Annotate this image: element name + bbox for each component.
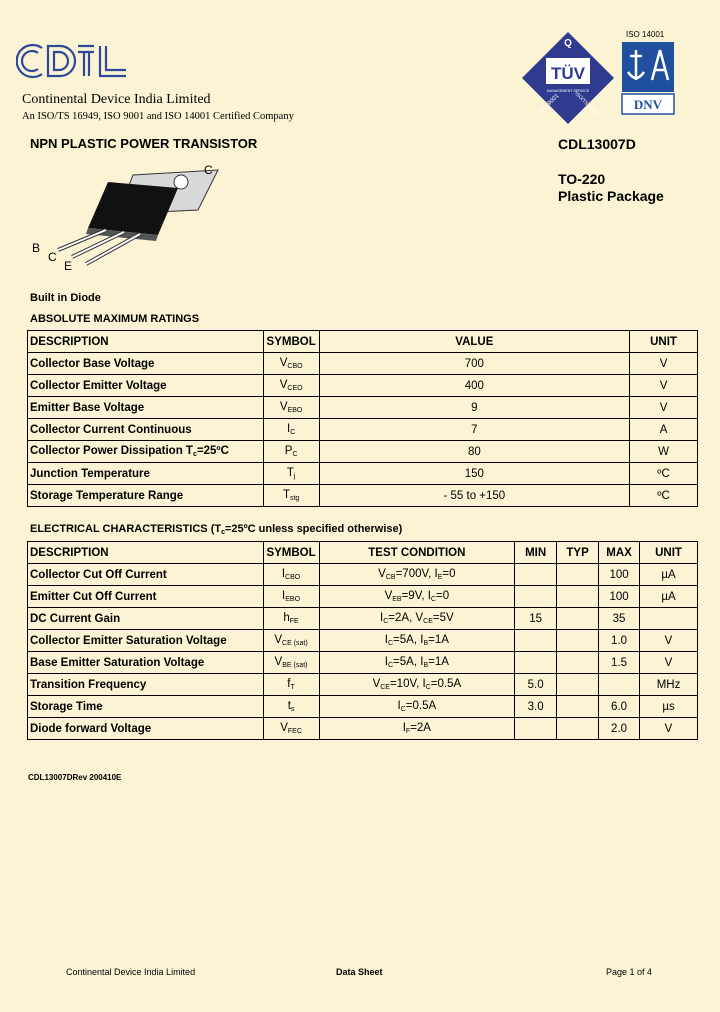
column-header: UNIT — [630, 331, 698, 353]
symbol-subscript: CBO — [285, 574, 301, 581]
column-header: MAX — [599, 542, 640, 564]
column-header: TYP — [557, 542, 599, 564]
table-row — [28, 608, 698, 630]
symbol-subscript: EBO — [285, 596, 301, 603]
symbol-cell — [263, 652, 319, 674]
revision-code: CDL13007DRev 200410E — [28, 773, 122, 782]
unit-cell: V — [640, 718, 698, 740]
condition-letter: I — [434, 568, 438, 580]
symbol-letter: t — [287, 700, 291, 712]
description-cell: Transition Frequency — [28, 674, 264, 696]
symbol-letter: V — [280, 722, 288, 734]
unit-cell: µA — [640, 564, 698, 586]
condition-subscript: C — [425, 684, 431, 691]
unit-cell: A — [630, 419, 698, 441]
unit-cell: ºC — [630, 485, 698, 507]
symbol-letter: V — [274, 656, 283, 668]
value-cell: - 55 to +150 — [319, 485, 629, 507]
package-desc: Plastic Package — [558, 188, 664, 204]
symbol-cell — [263, 419, 319, 441]
max-cell — [599, 674, 640, 696]
symbol-cell — [263, 353, 319, 375]
condition-value: =1A — [428, 634, 449, 646]
symbol-subscript: CEO — [287, 385, 303, 392]
min-cell — [515, 630, 557, 652]
symbol-letter: h — [283, 612, 290, 624]
typ-cell — [557, 674, 599, 696]
description-text: Collector Base Voltage — [30, 357, 155, 370]
condition-subscript: EB — [392, 596, 402, 603]
table-row — [28, 419, 698, 441]
description-text: Collector Current Continuous — [30, 423, 192, 436]
typ-cell — [557, 608, 599, 630]
unit-cell: V — [630, 375, 698, 397]
table-row — [28, 375, 698, 397]
condition-value: =2A, — [388, 612, 416, 624]
test-condition-cell — [319, 652, 515, 674]
pin-c-label: C — [48, 250, 57, 264]
symbol-subscript: FE — [289, 618, 299, 625]
symbol-cell — [263, 630, 319, 652]
value-cell: 400 — [319, 375, 629, 397]
symbol-letter: I — [281, 568, 286, 580]
condition-value: =5A, — [393, 634, 421, 646]
max-cell: 100 — [599, 586, 640, 608]
symbol-cell — [263, 463, 319, 485]
table-row — [28, 674, 698, 696]
condition-subscript: CE — [423, 618, 433, 625]
condition-subscript: C — [387, 640, 394, 647]
condition-value: =5A, — [393, 656, 421, 668]
table-row — [28, 718, 698, 740]
unit-cell — [640, 608, 698, 630]
table-row — [28, 463, 698, 485]
max-cell: 1.0 — [599, 630, 640, 652]
unit-cell: ºC — [630, 463, 698, 485]
table-row — [28, 652, 698, 674]
condition-letter: I — [384, 656, 388, 668]
max-cell: 6.0 — [599, 696, 640, 718]
description-text: Junction Temperature — [30, 467, 150, 480]
symbol-subscript: stg — [289, 495, 300, 502]
unit-cell: µs — [640, 696, 698, 718]
symbol-subscript: BE (sat) — [282, 662, 308, 669]
condition-letter: V — [415, 612, 424, 624]
symbol-cell — [263, 397, 319, 419]
description-text: Collector Emitter Voltage — [30, 379, 167, 392]
condition-value: =5V — [432, 612, 454, 624]
symbol-letter: I — [282, 590, 286, 602]
pin-c-top-label: C — [204, 163, 213, 177]
symbol-subscript: s — [290, 706, 295, 713]
condition-subscript: CE — [380, 684, 390, 691]
footer-doc-type: Data Sheet — [336, 967, 383, 977]
test-condition-cell — [319, 696, 515, 718]
symbol-cell — [263, 674, 319, 696]
symbol-cell — [263, 564, 319, 586]
condition-subscript: C — [383, 618, 389, 625]
abs-max-heading: ABSOLUTE MAXIMUM RATINGS — [30, 313, 200, 325]
table-row — [28, 441, 698, 463]
condition-subscript: C — [387, 662, 394, 669]
condition-subscript: CB — [385, 574, 396, 581]
unit-cell: MHz — [640, 674, 698, 696]
condition-letter: I — [402, 722, 406, 734]
symbol-letter: V — [279, 401, 288, 413]
tuv-seal — [520, 30, 616, 126]
unit-cell: V — [640, 630, 698, 652]
symbol-cell — [263, 586, 319, 608]
symbol-cell — [263, 608, 319, 630]
symbol-subscript: CBO — [287, 363, 303, 370]
condition-value: =700V, — [395, 568, 435, 580]
description-cell — [28, 397, 264, 419]
dnv-seal — [620, 40, 676, 116]
description-cell: Diode forward Voltage — [28, 718, 264, 740]
elec-table — [27, 541, 698, 740]
product-title: NPN PLASTIC POWER TRANSISTOR — [30, 136, 258, 151]
iso-14001-label: ISO 14001 — [626, 30, 665, 39]
symbol-cell — [263, 441, 319, 463]
table-row — [28, 586, 698, 608]
symbol-subscript: CE (sat) — [282, 640, 308, 647]
symbol-subscript: j — [293, 473, 296, 480]
svg-text:DNV: DNV — [633, 97, 663, 112]
symbol-subscript: C — [292, 451, 298, 458]
table-row — [28, 630, 698, 652]
column-header: UNIT — [640, 542, 698, 564]
condition-letter: I — [422, 678, 426, 690]
test-condition-cell — [319, 564, 515, 586]
typ-cell — [557, 630, 599, 652]
built-in-diode-note: Built in Diode — [30, 292, 101, 304]
symbol-subscript: T — [290, 684, 295, 691]
symbol-cell — [263, 375, 319, 397]
min-cell — [515, 652, 557, 674]
typ-cell — [557, 696, 599, 718]
condition-subscript: B — [423, 662, 429, 669]
typ-cell — [557, 564, 599, 586]
description-cell — [28, 375, 264, 397]
min-cell — [515, 564, 557, 586]
min-cell: 5.0 — [515, 674, 557, 696]
test-condition-cell — [319, 608, 515, 630]
abs-max-table — [27, 330, 698, 507]
condition-value: =0 — [442, 568, 456, 580]
symbol-letter: V — [274, 634, 283, 646]
test-condition-cell — [319, 630, 515, 652]
condition-subscript: C — [400, 706, 406, 713]
elec-heading: ELECTRICAL CHARACTERISTICS ($T_c=25ºC$ unless specified otherwise) — [30, 523, 403, 536]
svg-text:ISO 9001: ISO 9001 — [538, 93, 561, 116]
condition-letter: I — [397, 700, 401, 712]
description-text: Storage Temperature Range — [30, 489, 184, 502]
symbol-letter: I — [287, 423, 291, 435]
symbol-cell — [263, 696, 319, 718]
condition-letter: V — [384, 590, 393, 602]
test-condition-cell — [319, 718, 515, 740]
description-subscript: c — [192, 451, 197, 458]
min-cell: 15 — [515, 608, 557, 630]
description-text: Collector Power Dissipation T — [30, 445, 193, 457]
description-cell: Emitter Cut Off Current — [28, 586, 264, 608]
description-cell — [28, 463, 264, 485]
value-cell: 700 — [319, 353, 629, 375]
value-cell: 7 — [319, 419, 629, 441]
condition-letter: V — [372, 678, 381, 690]
min-cell — [515, 718, 557, 740]
condition-letter: I — [420, 634, 424, 646]
svg-text:Q: Q — [564, 38, 572, 49]
description-cell: DC Current Gain — [28, 608, 264, 630]
symbol-letter: V — [279, 357, 288, 369]
symbol-subscript: EBO — [287, 407, 303, 414]
company-name: Continental Device India Limited — [22, 92, 211, 107]
condition-letter: V — [378, 568, 386, 580]
description-tail: =25ºC — [196, 445, 229, 457]
pin-b-label: B — [32, 241, 41, 255]
column-header: SYMBOL — [263, 542, 319, 564]
pin-e-label: E — [64, 259, 73, 273]
value-cell: 150 — [319, 463, 629, 485]
condition-letter: I — [420, 656, 424, 668]
certification-line: An ISO/TS 16949, ISO 9001 and ISO 14001 Certified Company — [22, 111, 294, 122]
description-cell: Storage Time — [28, 696, 264, 718]
unit-cell: µA — [640, 586, 698, 608]
description-cell — [28, 419, 264, 441]
symbol-letter: T — [286, 467, 294, 479]
column-header: DESCRIPTION — [28, 331, 264, 353]
typ-cell — [557, 652, 599, 674]
min-cell: 3.0 — [515, 696, 557, 718]
svg-text:ISO/TS 16949: ISO/TS 16949 — [573, 90, 601, 118]
condition-subscript: E — [437, 574, 443, 581]
value-cell: 9 — [319, 397, 629, 419]
table-row — [28, 397, 698, 419]
svg-text:MANAGEMENT SERVICE: MANAGEMENT SERVICE — [546, 89, 590, 93]
symbol-letter: P — [284, 445, 293, 457]
symbol-letter: T — [282, 489, 290, 501]
description-cell: Base Emitter Saturation Voltage — [28, 652, 264, 674]
svg-text:TÜV: TÜV — [551, 64, 585, 83]
footer-page: Page 1 of 4 — [606, 967, 653, 977]
symbol-cell — [263, 718, 319, 740]
column-header: SYMBOL — [263, 331, 319, 353]
column-header: TEST CONDITION — [319, 542, 515, 564]
test-condition-cell — [319, 674, 515, 696]
min-cell — [515, 586, 557, 608]
typ-cell — [557, 718, 599, 740]
to220-drawing — [28, 160, 228, 275]
condition-letter: I — [384, 634, 388, 646]
column-header: DESCRIPTION — [28, 542, 264, 564]
typ-cell — [557, 586, 599, 608]
cdil-logo — [16, 40, 131, 82]
condition-subscript: C — [430, 596, 436, 603]
part-number: CDL13007D — [558, 136, 636, 152]
condition-value: =0.5A — [430, 678, 462, 690]
condition-letter: I — [380, 612, 384, 624]
column-header: MIN — [515, 542, 557, 564]
test-condition-cell — [319, 586, 515, 608]
condition-value: =0 — [435, 590, 450, 602]
unit-cell: V — [640, 652, 698, 674]
condition-value: =0.5A — [405, 700, 437, 712]
condition-value: =1A — [428, 656, 449, 668]
table-row — [28, 353, 698, 375]
condition-value: =9V, — [401, 590, 428, 602]
table-row — [28, 485, 698, 507]
condition-subscript: B — [423, 640, 429, 647]
description-cell — [28, 485, 264, 507]
condition-subscript: F — [405, 728, 411, 735]
symbol-letter: V — [279, 379, 288, 391]
max-cell: 35 — [599, 608, 640, 630]
condition-letter: I — [427, 590, 431, 602]
symbol-subscript: FEC — [287, 728, 302, 735]
table-row — [28, 696, 698, 718]
description-cell: Collector Cut Off Current — [28, 564, 264, 586]
symbol-cell — [263, 485, 319, 507]
symbol-subscript: C — [290, 429, 296, 436]
value-cell: 80 — [319, 441, 629, 463]
symbol-letter: f — [287, 678, 291, 690]
description-text: Emitter Base Voltage — [30, 401, 145, 414]
description-cell: Collector Emitter Saturation Voltage — [28, 630, 264, 652]
max-cell: 1.5 — [599, 652, 640, 674]
condition-value: =10V, — [389, 678, 423, 690]
unit-cell: V — [630, 353, 698, 375]
footer-company: Continental Device India Limited — [66, 967, 196, 977]
unit-cell: V — [630, 397, 698, 419]
max-cell: 2.0 — [599, 718, 640, 740]
column-header: VALUE — [319, 331, 629, 353]
description-cell — [28, 353, 264, 375]
condition-value: =2A — [410, 722, 431, 734]
max-cell: 100 — [599, 564, 640, 586]
package-type: TO-220 — [558, 171, 606, 187]
description-cell — [28, 441, 264, 463]
table-row — [28, 564, 698, 586]
unit-cell: W — [630, 441, 698, 463]
